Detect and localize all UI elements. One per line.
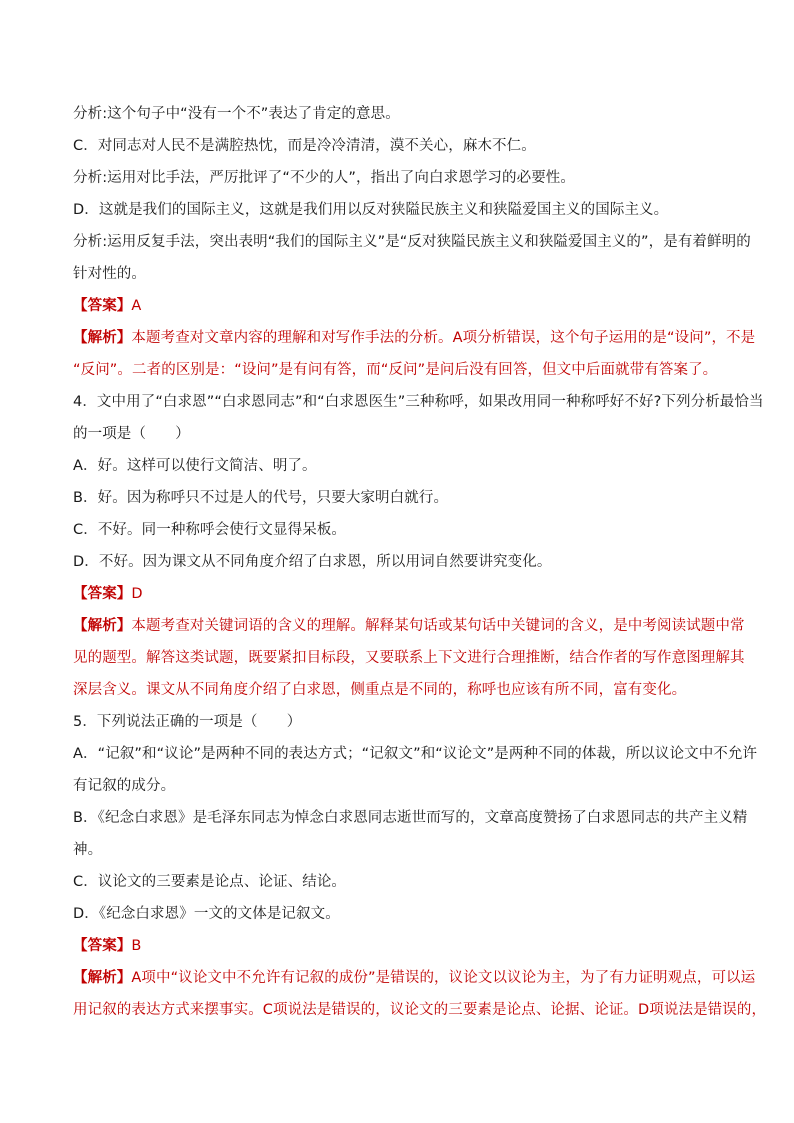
explanation-label: 【解析】 <box>73 618 132 634</box>
question-4-continuation-line: 的一项是（ ） <box>73 426 190 442</box>
option-c-line: C．议论文的三要素是论点、论证、结论。 <box>73 874 347 890</box>
answer-label: 【答案】 <box>73 586 132 602</box>
option-b-continuation-line: 神。 <box>73 842 103 858</box>
explanation-label: 【解析】 <box>73 970 132 986</box>
analysis-line: 分析:这个句子中“没有一个不”表达了肯定的意思。 <box>73 106 400 122</box>
explanation-continuation-line: 深层含义。课文从不同角度介绍了白求恩，侧重点是不同的，称呼也应该有所不同，富有变化。 <box>73 682 687 698</box>
option-b-line: B．《纪念白求恩》是毛泽东同志为悼念白求恩同志逝世而写的，文章高度赞扬了白求恩同志的共产主义精 <box>73 810 748 826</box>
answer-label: 【答案】 <box>73 298 132 314</box>
explanation-line <box>73 610 745 642</box>
option-d-line: D．不好。因为课文从不同角度介绍了白求恩，所以用词自然要讲究变化。 <box>73 554 552 570</box>
explanation-line <box>73 322 756 354</box>
option-b-line: B．好。因为称呼只不过是人的代号，只要大家明白就行。 <box>73 490 449 506</box>
option-a-continuation-line: 有记叙的成分。 <box>73 778 176 794</box>
analysis-line: 分析:运用反复手法，突出表明“我们的国际主义”是“反对狭隘民族主义和狭隘爱国主义的”，是有着鲜明的 <box>73 234 751 250</box>
option-c-line: C．不好。同一种称呼会使行文显得呆板。 <box>73 522 347 538</box>
option-c-line: C．对同志对人民不是满腔热忱，而是冷冷清清，漠不关心，麻木不仁。 <box>73 138 536 154</box>
answer-value: B <box>131 938 142 954</box>
question-5-line: 5．下列说法正确的一项是（ ） <box>73 714 302 730</box>
answer-label: 【答案】 <box>73 938 132 954</box>
answer-value: D <box>131 586 143 602</box>
option-a-line: A．好。这样可以使行文简洁、明了。 <box>73 458 317 474</box>
explanation-text: 本题考查对关键词语的含义的理解。解释某句话或某句话中关键词的含义，是中考阅读试题中常 <box>131 618 745 634</box>
document-body <box>73 98 767 1026</box>
explanation-continuation-line: 见的题型。解答这类试题，既要紧扣目标段，又要联系上下文进行合理推断，结合作者的写作意图理解其 <box>73 650 745 666</box>
option-d-line: D．这就是我们的国际主义，这就是我们用以反对狭隘民族主义和狭隘爱国主义的国际主义。 <box>73 202 669 218</box>
question-4-line: 4．文中用了“白求恩”“白求恩同志”和“白求恩医生”三种称呼，如果改用同一种称呼好不好?下列分析最恰当 <box>73 394 764 410</box>
answer-line <box>73 290 733 322</box>
explanation-continuation-line: “反问”。二者的区别是：“设问”是有问有答，而“反问”是问后没有回答，但文中后面就带有答案了。 <box>73 362 718 378</box>
answer-value: A <box>131 298 142 314</box>
option-a-line: A．“记叙”和“议论”是两种不同的表达方式；“记叙文”和“议论文”是两种不同的体裁，所以议论文中不允许 <box>73 746 758 762</box>
explanation-text: 本题考查对文章内容的理解和对写作手法的分析。A项分析错误，这个句子运用的是“设问”，不是 <box>131 330 756 346</box>
option-d-line: D．《纪念白求恩》一文的文体是记叙文。 <box>73 906 340 922</box>
answer-line <box>73 578 733 610</box>
explanation-continuation-line: 用记叙的表达方式来摆事实。C项说法是错误的，议论文的三要素是论点、论据、论证。D项说法是错误的， <box>73 1002 767 1018</box>
explanation-text: A项中“议论文中不允许有记叙的成份”是错误的，议论文以议论为主，为了有力证明观点，可以运 <box>131 970 756 986</box>
analysis-line: 分析:运用对比手法，严厉批评了“不少的人”，指出了向白求恩学习的必要性。 <box>73 170 576 186</box>
explanation-label: 【解析】 <box>73 330 132 346</box>
explanation-line <box>73 962 756 994</box>
answer-line <box>73 930 733 962</box>
analysis-continuation-line: 针对性的。 <box>73 266 146 282</box>
